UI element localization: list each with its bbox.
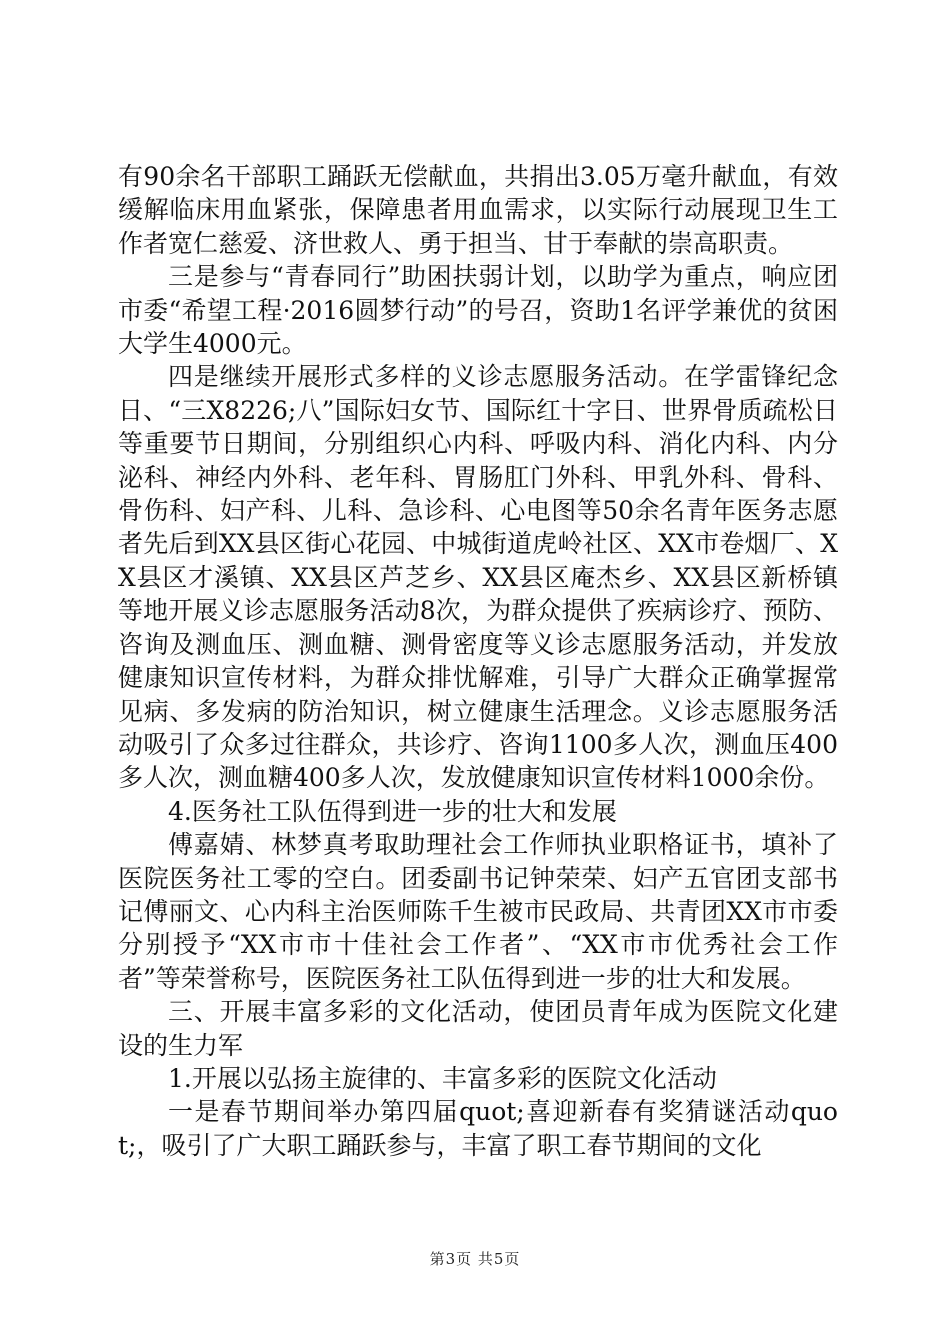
heading-hospital-culture: 1.开展以弘扬主旋律的、丰富多彩的医院文化活动 (168, 1063, 717, 1093)
paragraph-student-aid: 三是参与“青春同行”助困扶弱计划，以助学为重点，响应团市委“希望工程·2016圆梦行动”的号召，资助1名评学兼优的贫困大学生4000元。 (118, 262, 838, 359)
page-number-footer: 第3页 共5页 (429, 1250, 521, 1268)
paragraph-volunteer-clinics: 四是继续开展形式多样的义诊志愿服务活动。在学雷锋纪念日、“三X8226;八”国际妇女节、国际红十字日、世界骨质疏松日等重要节日期间，分别组织心内科、呼吸内科、消化内科、内分泌科、神经内外科、老年科、胃肠肛门外科、甲乳外科、骨科、骨伤科、妇产科、儿科、急诊科、心电图等50余名青年医务志愿者先后到XX县区街心花园、中城街道虎岭社区、XX市卷烟厂、XX县区才溪镇、XX县区芦芝乡、XX县区庵杰乡、XX县区新桥镇等地开展义诊志愿服务活动8次，为群众提供了疾病诊疗、预防、咨询及测血压、测血糖、测骨密度等义诊志愿服务活动，并发放健康知识宣传材料，为群众排忧解难，引导广大群众正确掌握常见病、多发病的防治知识，树立健康生活理念。义诊志愿服务活动吸引了众多过往群众，共诊疗、咨询1100多人次，测血压400多人次，测血糖400多人次，发放健康知识宣传材料1000余份。 (118, 362, 838, 793)
heading-cultural-activities: 三、开展丰富多彩的文化活动，使团员青年成为医院文化建设的生力军 (118, 997, 838, 1060)
document-body (118, 160, 838, 1162)
paragraph-social-workers: 傅嘉婧、林梦真考取助理社会工作师执业职格证书，填补了医院医务社工零的空白。团委副书记钟荣荣、妇产五官团支部书记傅丽文、心内科主治医师陈千生被市民政局、共青团XX市市委分别授予“XX市市十佳社会工作者”、“XX市市优秀社会工作者”等荣誉称号，医院医务社工队伍得到进一步的壮大和发展。 (118, 830, 838, 993)
heading-social-workers: 4.医务社工队伍得到进一步的壮大和发展 (168, 796, 617, 826)
paragraph-spring-festival: 一是春节期间举办第四届quot;喜迎新春有奖猜谜活动quot;，吸引了广大职工踊跃参与，丰富了职工春节期间的文化 (118, 1097, 838, 1160)
paragraph-blood-donation: 有90余名干部职工踊跃无偿献血，共捐出3.05万毫升献血，有效缓解临床用血紧张，保障患者用血需求，以实际行动展现卫生工作者宽仁慈爱、济世救人、勇于担当、甘于奉献的崇高职责。 (118, 162, 838, 258)
